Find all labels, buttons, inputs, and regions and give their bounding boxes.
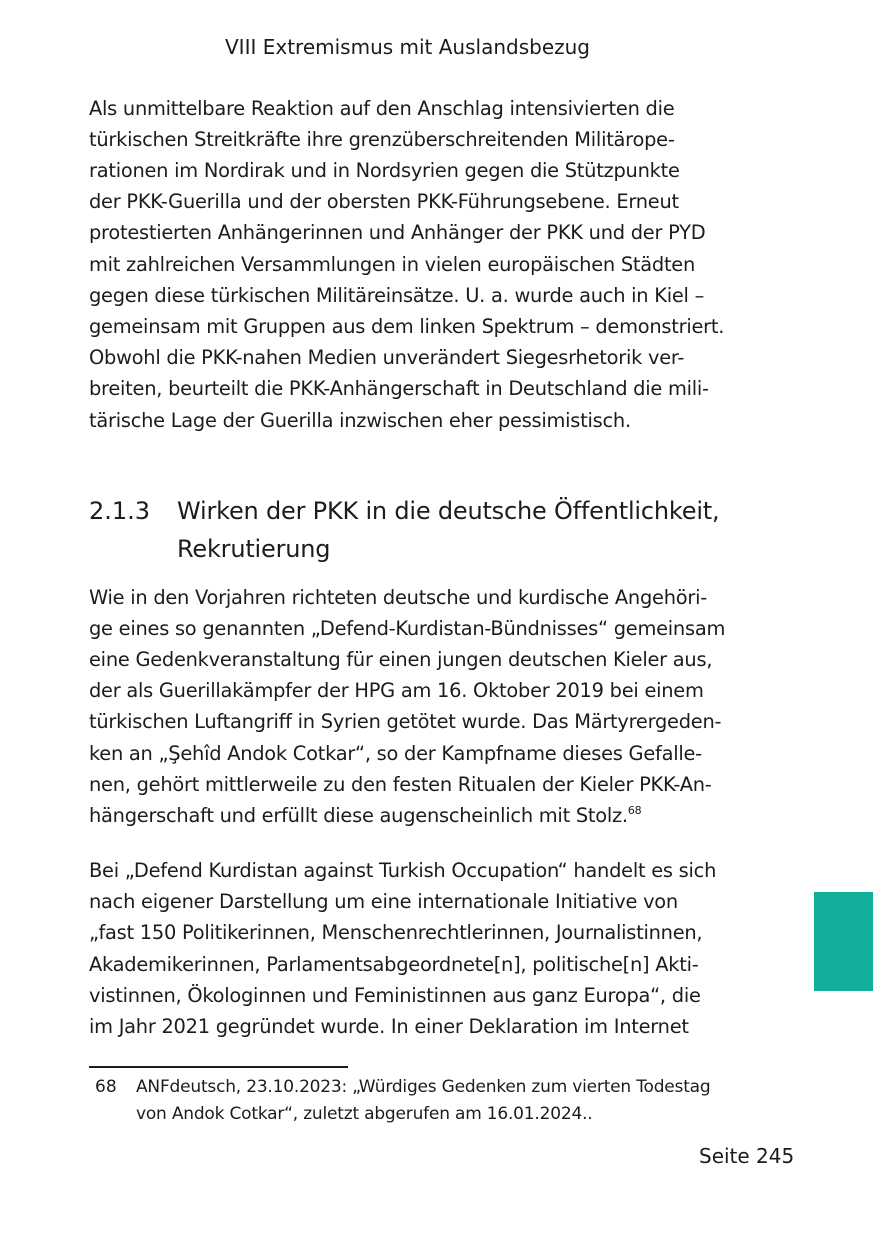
body-line: tärische Lage der Guerilla inzwischen eher pessimistisch. [89,409,631,432]
body-line: Als unmittelbare Reaktion auf den Anschlag intensivierten die [89,97,675,120]
body-line-text: hängerschaft und erfüllt diese augenscheinlich mit Stolz. [89,804,628,827]
body-line: mit zahlreichen Versammlungen in vielen europäischen Städten [89,253,696,276]
footnote-number: 68 [95,1077,117,1097]
footnote-divider [89,1066,348,1068]
page-number: Seite 245 [699,1144,795,1168]
body-line: vistinnen, Ökologinnen und Feministinnen aus ganz Europa“, die [89,984,701,1007]
body-line: türkischen Luftangriff in Syrien getötet wurde. Das Märtyrergeden- [89,710,722,733]
body-line: Bei „Defend Kurdistan against Turkish Occupation“ handelt es sich [89,859,717,882]
body-line: im Jahr 2021 gegründet wurde. In einer Deklaration im Internet [89,1015,689,1038]
body-line: ken an „Şehîd Andok Cotkar“, so der Kampfname dieses Gefalle- [89,742,702,765]
body-line: rationen im Nordirak und in Nordsyrien gegen die Stützpunkte [89,159,680,182]
footnote-line: ANFdeutsch, 23.10.2023: „Würdiges Gedenken zum vierten Todestag [136,1077,711,1097]
footnote-line: von Andok Cotkar“, zuletzt abgerufen am 16.01.2024.. [136,1104,593,1124]
section-number: 2.1.3 [89,497,151,525]
body-line: „fast 150 Politikerinnen, Menschenrechtlerinnen, Journalistinnen, [89,921,703,944]
footnote-reference[interactable]: 68 [627,804,642,817]
body-line [89,804,641,828]
section-title-line: Wirken der PKK in die deutsche Öffentlichkeit, [177,497,720,525]
body-line: nach eigener Darstellung um eine internationale Initiative von [89,890,678,913]
section-title-line: Rekrutierung [177,535,331,563]
body-line: ge eines so genannten „Defend-Kurdistan-Bündnisses“ gemeinsam [89,617,726,640]
chapter-thumb-tab [814,892,873,991]
body-line: Wie in den Vorjahren richteten deutsche und kurdische Angehöri- [89,586,707,609]
body-line: Obwohl die PKK-nahen Medien unverändert Siegesrhetorik ver- [89,346,685,369]
body-line: der als Guerillakämpfer der HPG am 16. Oktober 2019 bei einem [89,679,704,702]
body-line: breiten, beurteilt die PKK-Anhängerschaft in Deutschland die mili- [89,377,709,400]
body-line: der PKK-Guerilla und der obersten PKK-Führungsebene. Erneut [89,190,679,213]
body-line: eine Gedenkveranstaltung für einen jungen deutschen Kieler aus, [89,648,713,671]
body-line: Akademikerinnen, Parlamentsabgeordnete[n], politische[n] Akti- [89,953,699,976]
body-line: gemeinsam mit Gruppen aus dem linken Spektrum – demonstriert. [89,315,725,338]
running-header: VIII Extremismus mit Auslandsbezug [224,35,591,59]
body-line: gegen diese türkischen Militäreinsätze. U. a. wurde auch in Kiel – [89,284,705,307]
body-line: nen, gehört mittlerweile zu den festen Ritualen der Kieler PKK-An- [89,773,712,796]
body-line: protestierten Anhängerinnen und Anhänger der PKK und der PYD [89,221,706,244]
body-line: türkischen Streitkräfte ihre grenzüberschreitenden Militärope- [89,128,675,151]
